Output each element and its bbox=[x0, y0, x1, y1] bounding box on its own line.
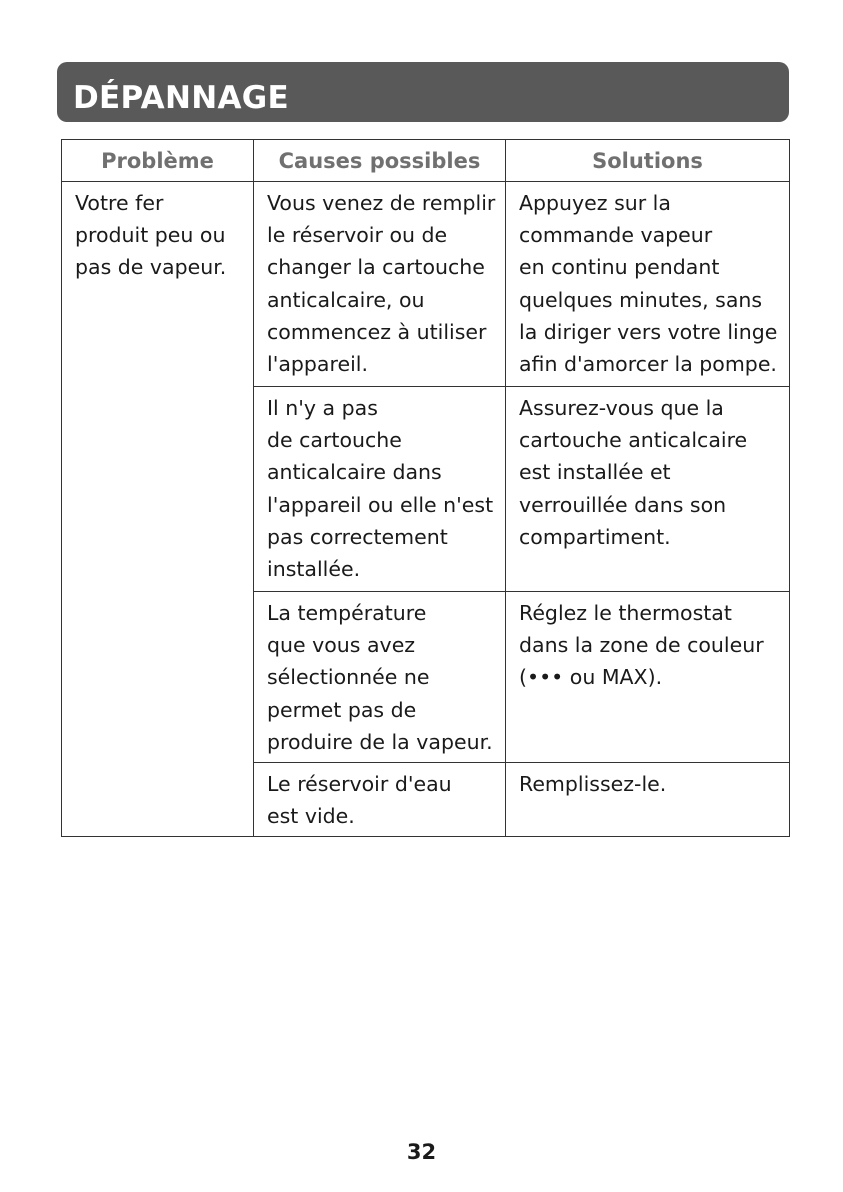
troubleshooting-table bbox=[61, 139, 790, 837]
problem-cell: Votre fer produit peu ou pas de vapeur. bbox=[62, 182, 254, 837]
section-title: DÉPANNAGE bbox=[73, 80, 289, 116]
section-header-banner bbox=[57, 62, 789, 122]
solution-cell: Appuyez sur la commande vapeur en continu pendant quelques minutes, sans la diriger vers votre linge afin d'amorcer la pompe. bbox=[506, 182, 790, 387]
cause-cell: Il n'y a pas de cartouche anticalcaire dans l'appareil ou elle n'est pas correctement installée. bbox=[254, 387, 506, 592]
table-row bbox=[62, 182, 790, 387]
solution-cell: Remplissez-le. bbox=[506, 763, 790, 837]
cause-cell: Le réservoir d'eau est vide. bbox=[254, 763, 506, 837]
header-solutions: Solutions bbox=[506, 140, 790, 182]
table-header-row bbox=[62, 140, 790, 182]
cause-cell: Vous venez de remplir le réservoir ou de changer la cartouche anticalcaire, ou commencez à utiliser l'appareil. bbox=[254, 182, 506, 387]
solution-cell: Réglez le thermostat dans la zone de couleur (••• ou MAX). bbox=[506, 592, 790, 763]
header-problem: Problème bbox=[62, 140, 254, 182]
cause-cell: La température que vous avez sélectionnée ne permet pas de produire de la vapeur. bbox=[254, 592, 506, 763]
header-causes: Causes possibles bbox=[254, 140, 506, 182]
solution-cell: Assurez-vous que la cartouche anticalcaire est installée et verrouillée dans son compartiment. bbox=[506, 387, 790, 592]
page-number: 32 bbox=[406, 1140, 437, 1164]
